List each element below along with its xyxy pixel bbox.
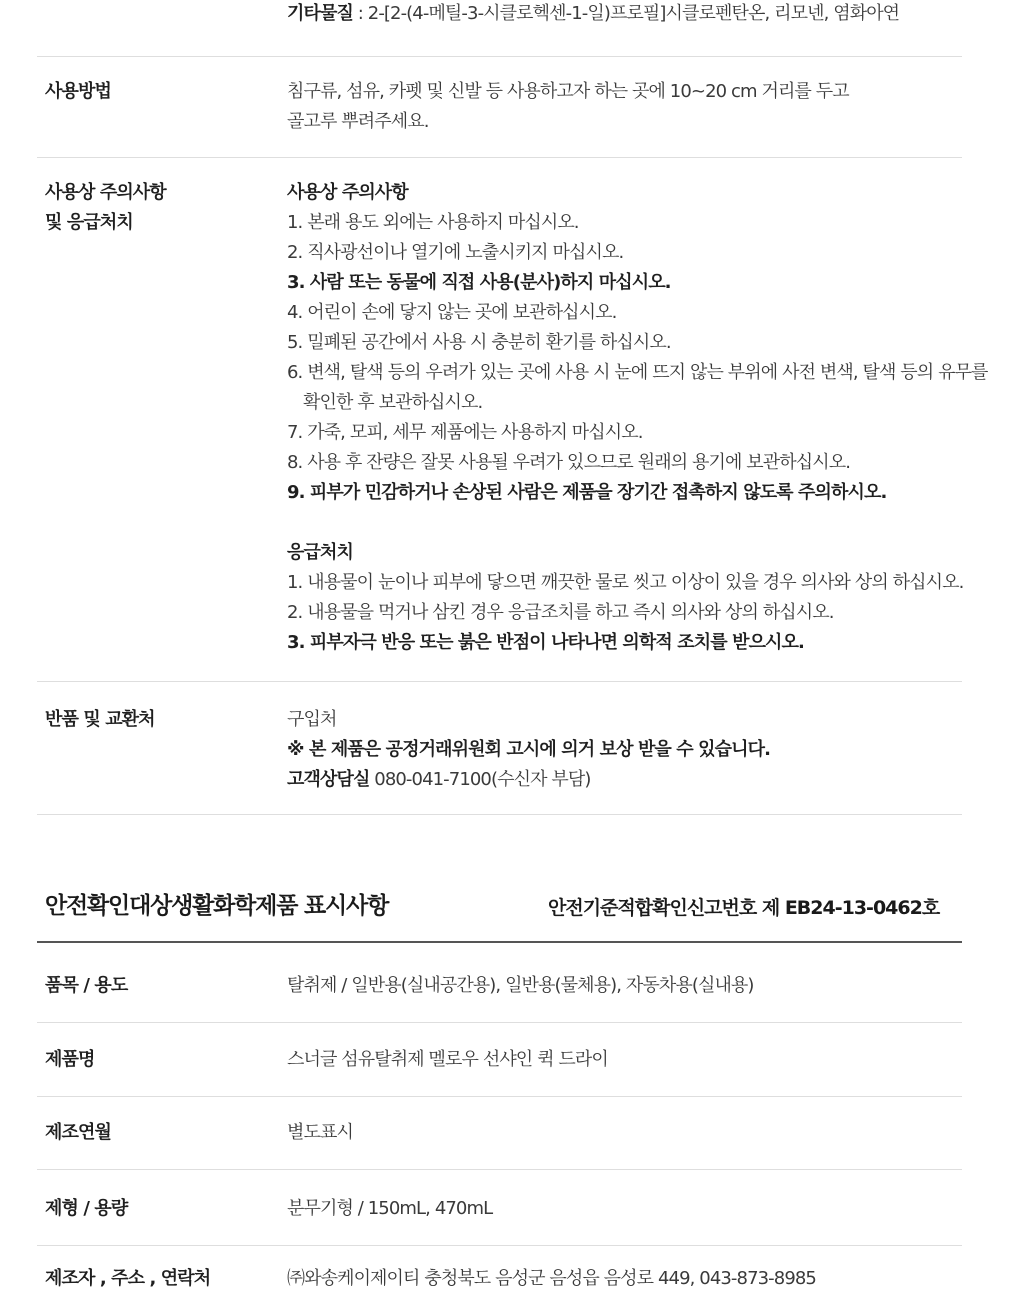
safety-row-label: 제품명 (45, 1049, 95, 1070)
safety-row-value: 탈취제 / 일반용(실내공간용), 일반용(물체용), 자동차용(실내용) (287, 975, 754, 996)
safety-report-number: 안전기준적합확인신고번호 제 EB24-13-0462호 (548, 897, 940, 919)
safety-row-value: 분무기형 / 150mL, 470mL (287, 1198, 493, 1219)
caution-item: 1. 본래 용도 외에는 사용하지 마십시오. (287, 212, 579, 233)
usage-line: 골고루 뿌려주세요. (287, 111, 429, 132)
safety-row (37, 1246, 962, 1289)
precautions-label-line2: 및 응급처치 (45, 212, 133, 233)
caution-item: 9. 피부가 민감하거나 손상된 사람은 제품을 장기간 접촉하지 않도록 주의하시오. (287, 482, 887, 503)
other-substances-text (287, 0, 977, 29)
usage-content (287, 77, 977, 137)
safety-row-value: 별도표시 (287, 1122, 353, 1143)
returns-row (37, 682, 962, 815)
safety-row-label: 제형 / 용량 (45, 1198, 128, 1219)
precautions-row (37, 158, 988, 682)
usage-row (37, 57, 962, 158)
safety-row-value: 스너글 섬유탈취제 멜로우 선샤인 퀵 드라이 (287, 1049, 608, 1070)
caution-item: 6. 변색, 탈색 등의 우려가 있는 곳에 사용 시 눈에 뜨지 않는 부위에 사전 변색, 탈색 등의 유무를 (287, 362, 988, 383)
precautions-label-line1: 사용상 주의사항 (45, 182, 166, 203)
returns-label: 반품 및 교환처 (45, 709, 155, 730)
safety-row (37, 1023, 962, 1097)
first-aid-heading: 응급처치 (287, 542, 353, 563)
first-aid-item: 2. 내용물을 먹거나 삼킨 경우 응급조치를 하고 즉시 의사와 상의 하십시오. (287, 602, 834, 623)
precautions-label (45, 178, 166, 238)
safety-row-label: 제조연월 (45, 1122, 111, 1143)
safety-row (37, 1170, 962, 1246)
precautions-content (287, 178, 988, 658)
safety-row (37, 943, 962, 1023)
first-aid-item: 3. 피부자극 반응 또는 붉은 반점이 나타나면 의학적 조치를 받으시오. (287, 632, 804, 653)
first-aid-item: 1. 내용물이 눈이나 피부에 닿으면 깨끗한 물로 씻고 이상이 있을 경우 의사와 상의 하십시오. (287, 572, 964, 593)
usage-line: 침구류, 섬유, 카펫 및 신발 등 사용하고자 하는 곳에 10~20 cm 거리를 두고 (287, 81, 849, 102)
caution-item: 2. 직사광선이나 열기에 노출시키지 마십시오. (287, 242, 624, 263)
caution-item: 5. 밀폐된 공간에서 사용 시 충분히 환기를 하십시오. (287, 332, 671, 353)
returns-content (287, 705, 977, 795)
safety-row-value: ㈜와송케이제이티 충청북도 음성군 음성읍 음성로 449, 043-873-8985 (287, 1268, 816, 1289)
safety-row-label: 품목 / 용도 (45, 975, 128, 996)
customer-center-phone: 080-041-7100(수신자 부담) (369, 769, 591, 790)
caution-heading: 사용상 주의사항 (287, 182, 408, 203)
other-substances-row (37, 0, 962, 57)
safety-section-title: 안전확인대상생활화학제품 표시사항 (45, 893, 389, 919)
returns-notice: ※ 본 제품은 공정거래위원회 고시에 의거 보상 받을 수 있습니다. (287, 739, 771, 760)
customer-center-label: 고객상담실 (287, 769, 370, 790)
safety-row (37, 1097, 962, 1170)
other-substances-label: 기타물질 (287, 3, 353, 24)
caution-item: 8. 사용 후 잔량은 잘못 사용될 우려가 있으므로 원래의 용기에 보관하십시오. (287, 452, 851, 473)
spacer (287, 508, 977, 538)
caution-item: 3. 사람 또는 동물에 직접 사용(분사)하지 마십시오. (287, 272, 671, 293)
returns-place: 구입처 (287, 709, 337, 730)
caution-item-continued: 확인한 후 보관하십시오. (303, 392, 483, 413)
safety-row-label: 제조자 , 주소 , 연락처 (45, 1268, 211, 1289)
caution-item: 7. 가죽, 모피, 세무 제품에는 사용하지 마십시오. (287, 422, 643, 443)
usage-label: 사용방법 (45, 81, 111, 102)
other-substances-value: : 2-[2-(4-메틸-3-시클로헥센-1-일)프로필]시클로펜탄온, 리모넨, 염화아연 (352, 3, 900, 24)
caution-item: 4. 어린이 손에 닿지 않는 곳에 보관하십시오. (287, 302, 617, 323)
